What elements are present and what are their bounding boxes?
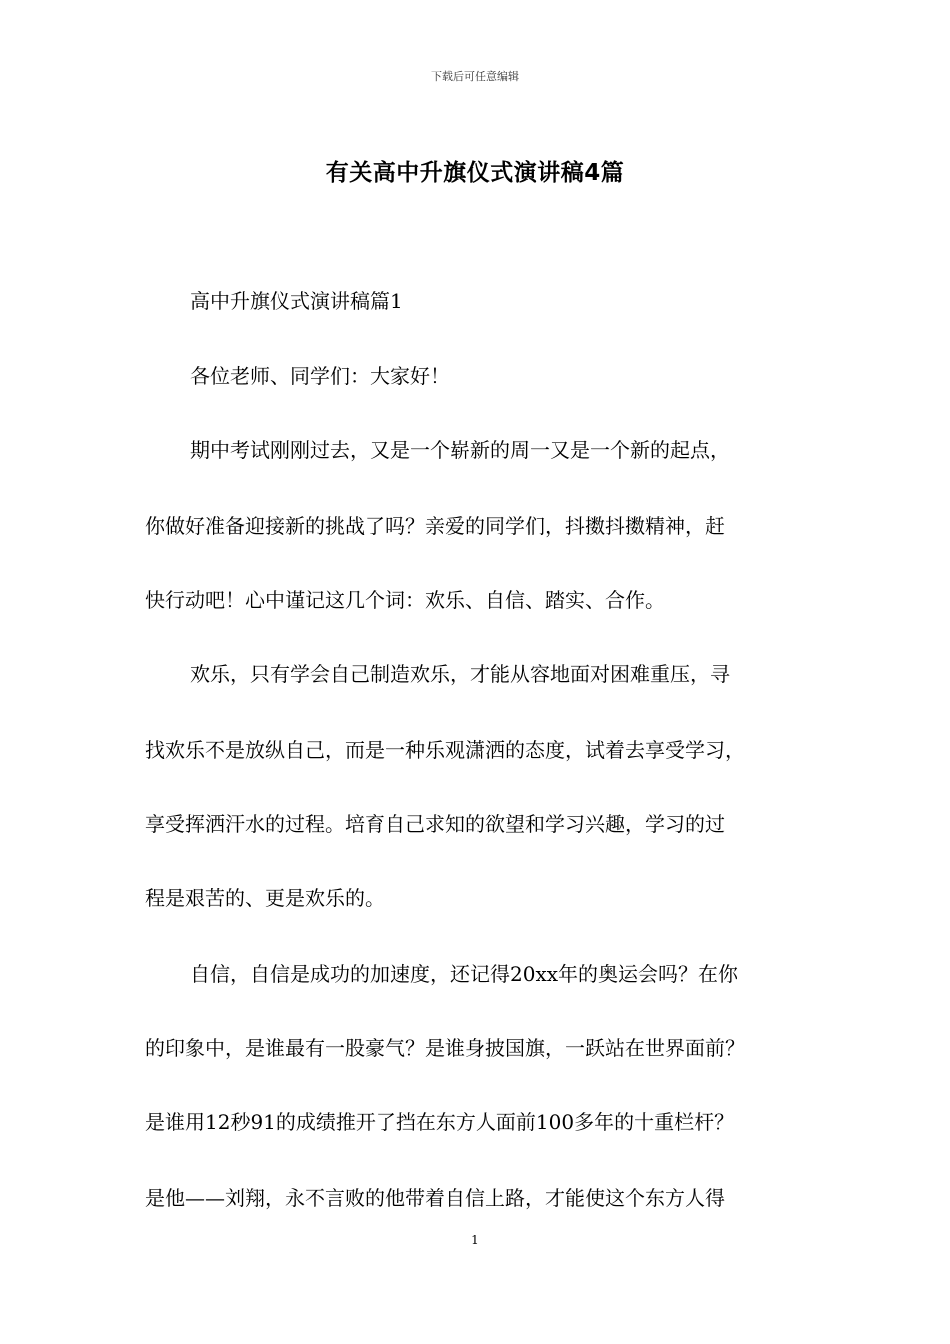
- paragraph-line: 是谁用12秒91的成绩推开了挡在东方人面前100多年的十重栏杆？: [145, 1110, 735, 1134]
- paragraph-line: 期中考试刚刚过去，又是一个崭新的周一又是一个新的起点，: [190, 438, 730, 462]
- paragraph-line: 的印象中，是谁最有一股豪气？是谁身披国旗，一跃站在世界面前？: [145, 1036, 745, 1060]
- greeting-line: 各位老师、同学们：大家好！: [190, 364, 450, 388]
- section-heading: 高中升旗仪式演讲稿篇1: [190, 289, 403, 313]
- paragraph-line: 找欢乐不是放纵自己，而是一种乐观潇洒的态度，试着去享受学习，: [145, 738, 745, 762]
- paragraph-line: 程是艰苦的、更是欢乐的。: [145, 886, 385, 910]
- paragraph-line: 享受挥洒汗水的过程。培育自己求知的欲望和学习兴趣，学习的过: [145, 812, 725, 836]
- document-title: 有关高中升旗仪式演讲稿4篇: [325, 160, 625, 186]
- paragraph-line: 是他——刘翔，永不言败的他带着自信上路，才能使这个东方人得: [145, 1186, 725, 1210]
- paragraph-line: 自信，自信是成功的加速度，还记得20xx年的奥运会吗？在你: [190, 962, 739, 986]
- page-number: 1: [471, 1233, 479, 1247]
- header-note: 下载后可任意编辑: [431, 70, 519, 83]
- paragraph-line: 你做好准备迎接新的挑战了吗？亲爱的同学们，抖擞抖擞精神，赶: [145, 514, 725, 538]
- paragraph-line: 欢乐，只有学会自己制造欢乐，才能从容地面对困难重压，寻: [190, 662, 730, 686]
- paragraph-line: 快行动吧！心中谨记这几个词：欢乐、自信、踏实、合作。: [145, 588, 665, 612]
